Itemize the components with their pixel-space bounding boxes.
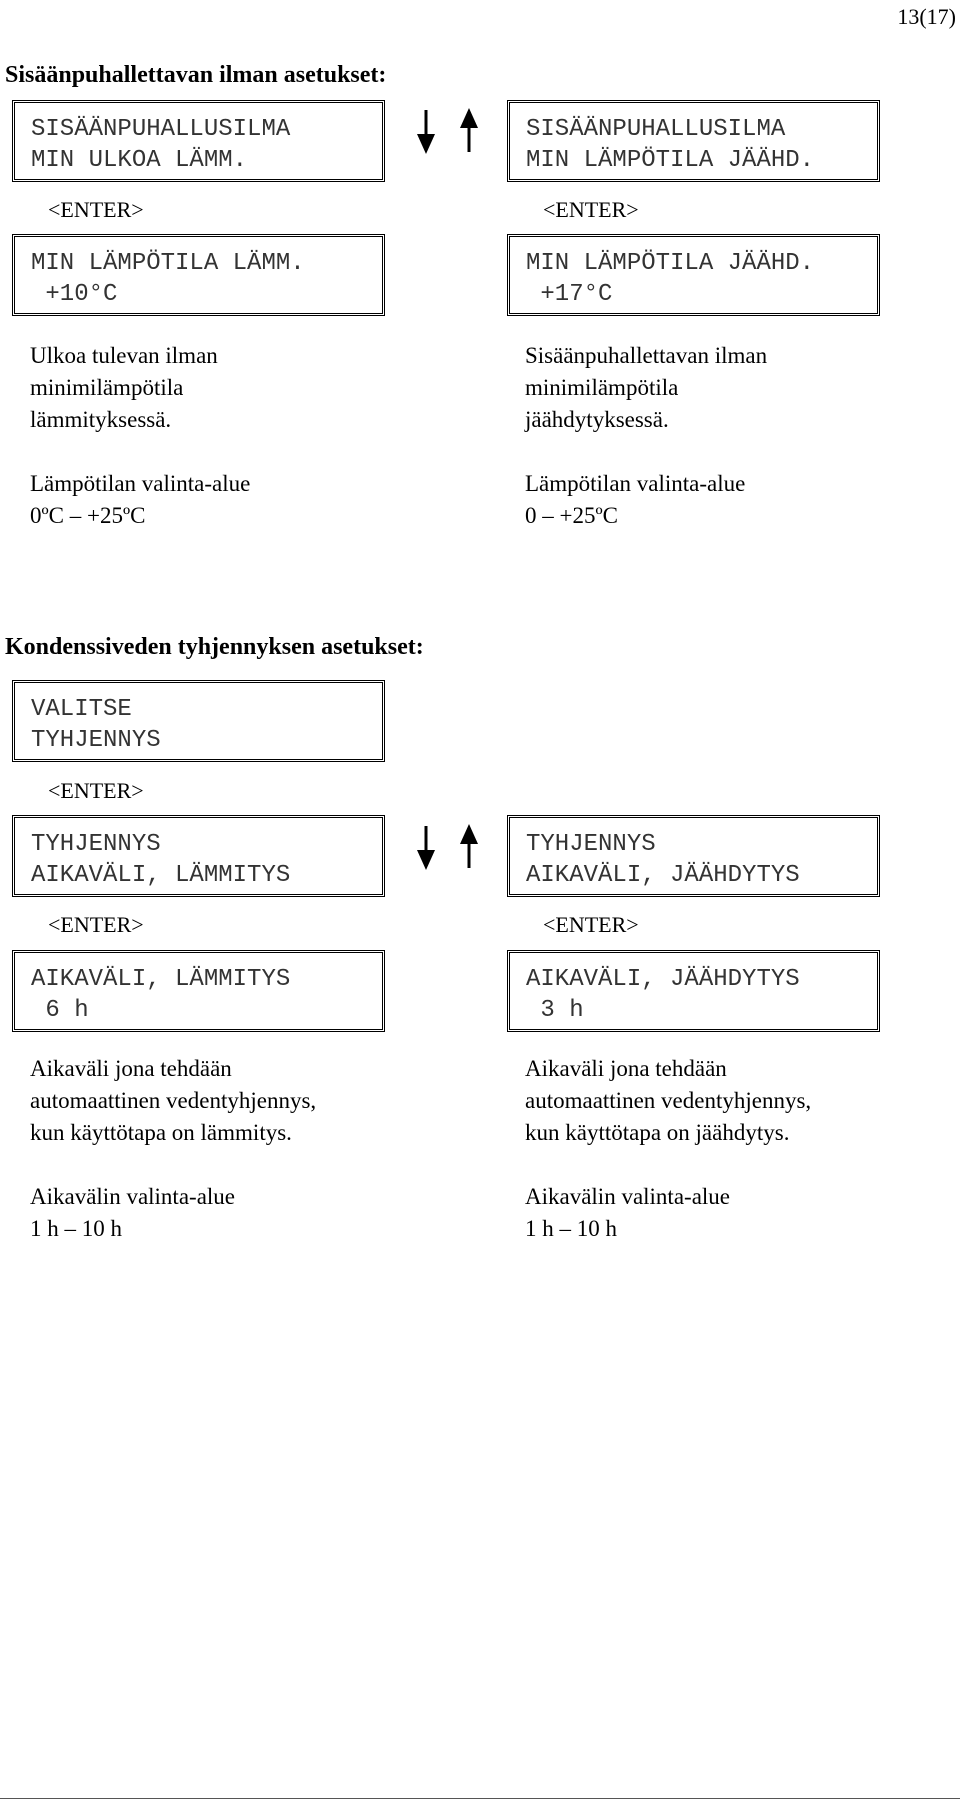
description-line: automaattinen vedentyhjennys,	[30, 1088, 317, 1113]
lcd-line: 6 h	[31, 997, 89, 1024]
description-line: kun käyttötapa on lämmitys.	[30, 1120, 292, 1145]
lcd-line: MIN LÄMPÖTILA JÄÄHD.	[526, 250, 815, 277]
lcd-value-min-temp-heating	[12, 234, 385, 316]
description-line: jäähdytyksessä.	[525, 407, 669, 432]
description-min-temp-cooling	[525, 340, 767, 436]
lcd-menu-min-outdoor-heating	[12, 100, 385, 182]
lcd-menu-select-drain	[12, 680, 385, 762]
footer-rule	[0, 1798, 960, 1799]
down-arrow-icon	[417, 850, 435, 870]
description-line: kun käyttötapa on jäähdytys.	[525, 1120, 790, 1145]
description-line: minimilämpötila	[525, 375, 679, 400]
section-heading-condensate: Kondenssiveden tyhjennyksen asetukset:	[5, 634, 424, 660]
enter-label: <ENTER>	[543, 912, 639, 937]
description-line: Aikaväli jona tehdään	[525, 1056, 727, 1081]
enter-label: <ENTER>	[48, 197, 144, 222]
lcd-menu-min-temp-cooling	[507, 100, 880, 182]
navigate-up-down-icon	[412, 822, 482, 872]
lcd-line: VALITSE	[31, 696, 132, 723]
lcd-line: MIN LÄMPÖTILA LÄMM.	[31, 250, 305, 277]
description-line: Aikaväli jona tehdään	[30, 1056, 232, 1081]
range-interval-cooling	[525, 1181, 730, 1245]
lcd-menu-drain-interval-cooling	[507, 815, 880, 897]
lcd-line: AIKAVÄLI, LÄMMITYS	[31, 966, 291, 993]
description-line: Sisäänpuhallettavan ilman	[525, 343, 768, 368]
range-min-temp-cooling	[525, 468, 745, 532]
lcd-line: SISÄÄNPUHALLUSILMA	[31, 116, 291, 143]
range-value: 1 h – 10 h	[30, 1216, 122, 1241]
navigate-up-down-icon	[412, 106, 482, 156]
description-interval-heating	[30, 1053, 316, 1149]
description-line: Ulkoa tulevan ilman	[30, 343, 218, 368]
range-value: 1 h – 10 h	[525, 1216, 617, 1241]
range-value: 0ºC – +25ºC	[30, 503, 146, 528]
lcd-value-interval-heating	[12, 950, 385, 1032]
enter-label: <ENTER>	[48, 778, 144, 803]
lcd-line: SISÄÄNPUHALLUSILMA	[526, 116, 786, 143]
range-label: Lämpötilan valinta-alue	[30, 471, 251, 496]
lcd-line: AIKAVÄLI, LÄMMITYS	[31, 862, 291, 889]
description-min-outdoor-heating	[30, 340, 218, 436]
up-arrow-icon	[460, 108, 478, 128]
lcd-line: +17°C	[526, 281, 613, 308]
lcd-line: TYHJENNYS	[31, 831, 161, 858]
section-heading-supply-air: Sisäänpuhallettavan ilman asetukset:	[5, 62, 387, 88]
lcd-value-interval-cooling	[507, 950, 880, 1032]
description-interval-cooling	[525, 1053, 811, 1149]
lcd-line: 3 h	[526, 997, 584, 1024]
enter-label: <ENTER>	[543, 197, 639, 222]
up-arrow-icon	[460, 824, 478, 844]
lcd-line: MIN LÄMPÖTILA JÄÄHD.	[526, 147, 815, 174]
description-line: minimilämpötila	[30, 375, 184, 400]
range-label: Aikavälin valinta-alue	[30, 1184, 236, 1209]
down-arrow-icon	[417, 134, 435, 154]
description-line: lämmityksessä.	[30, 407, 172, 432]
range-interval-heating	[30, 1181, 235, 1245]
page-number: 13(17)	[897, 4, 956, 29]
range-min-outdoor-heating	[30, 468, 250, 532]
range-label: Aikavälin valinta-alue	[525, 1184, 731, 1209]
lcd-menu-drain-interval-heating	[12, 815, 385, 897]
enter-label: <ENTER>	[48, 912, 144, 937]
lcd-value-min-temp-cooling	[507, 234, 880, 316]
lcd-line: AIKAVÄLI, JÄÄHDYTYS	[526, 862, 800, 889]
range-label: Lämpötilan valinta-alue	[525, 471, 746, 496]
lcd-line: AIKAVÄLI, JÄÄHDYTYS	[526, 966, 800, 993]
lcd-line: +10°C	[31, 281, 118, 308]
lcd-line: TYHJENNYS	[526, 831, 656, 858]
range-value: 0 – +25ºC	[525, 503, 618, 528]
lcd-line: MIN ULKOA LÄMM.	[31, 147, 248, 174]
lcd-line: TYHJENNYS	[31, 727, 161, 754]
description-line: automaattinen vedentyhjennys,	[525, 1088, 812, 1113]
